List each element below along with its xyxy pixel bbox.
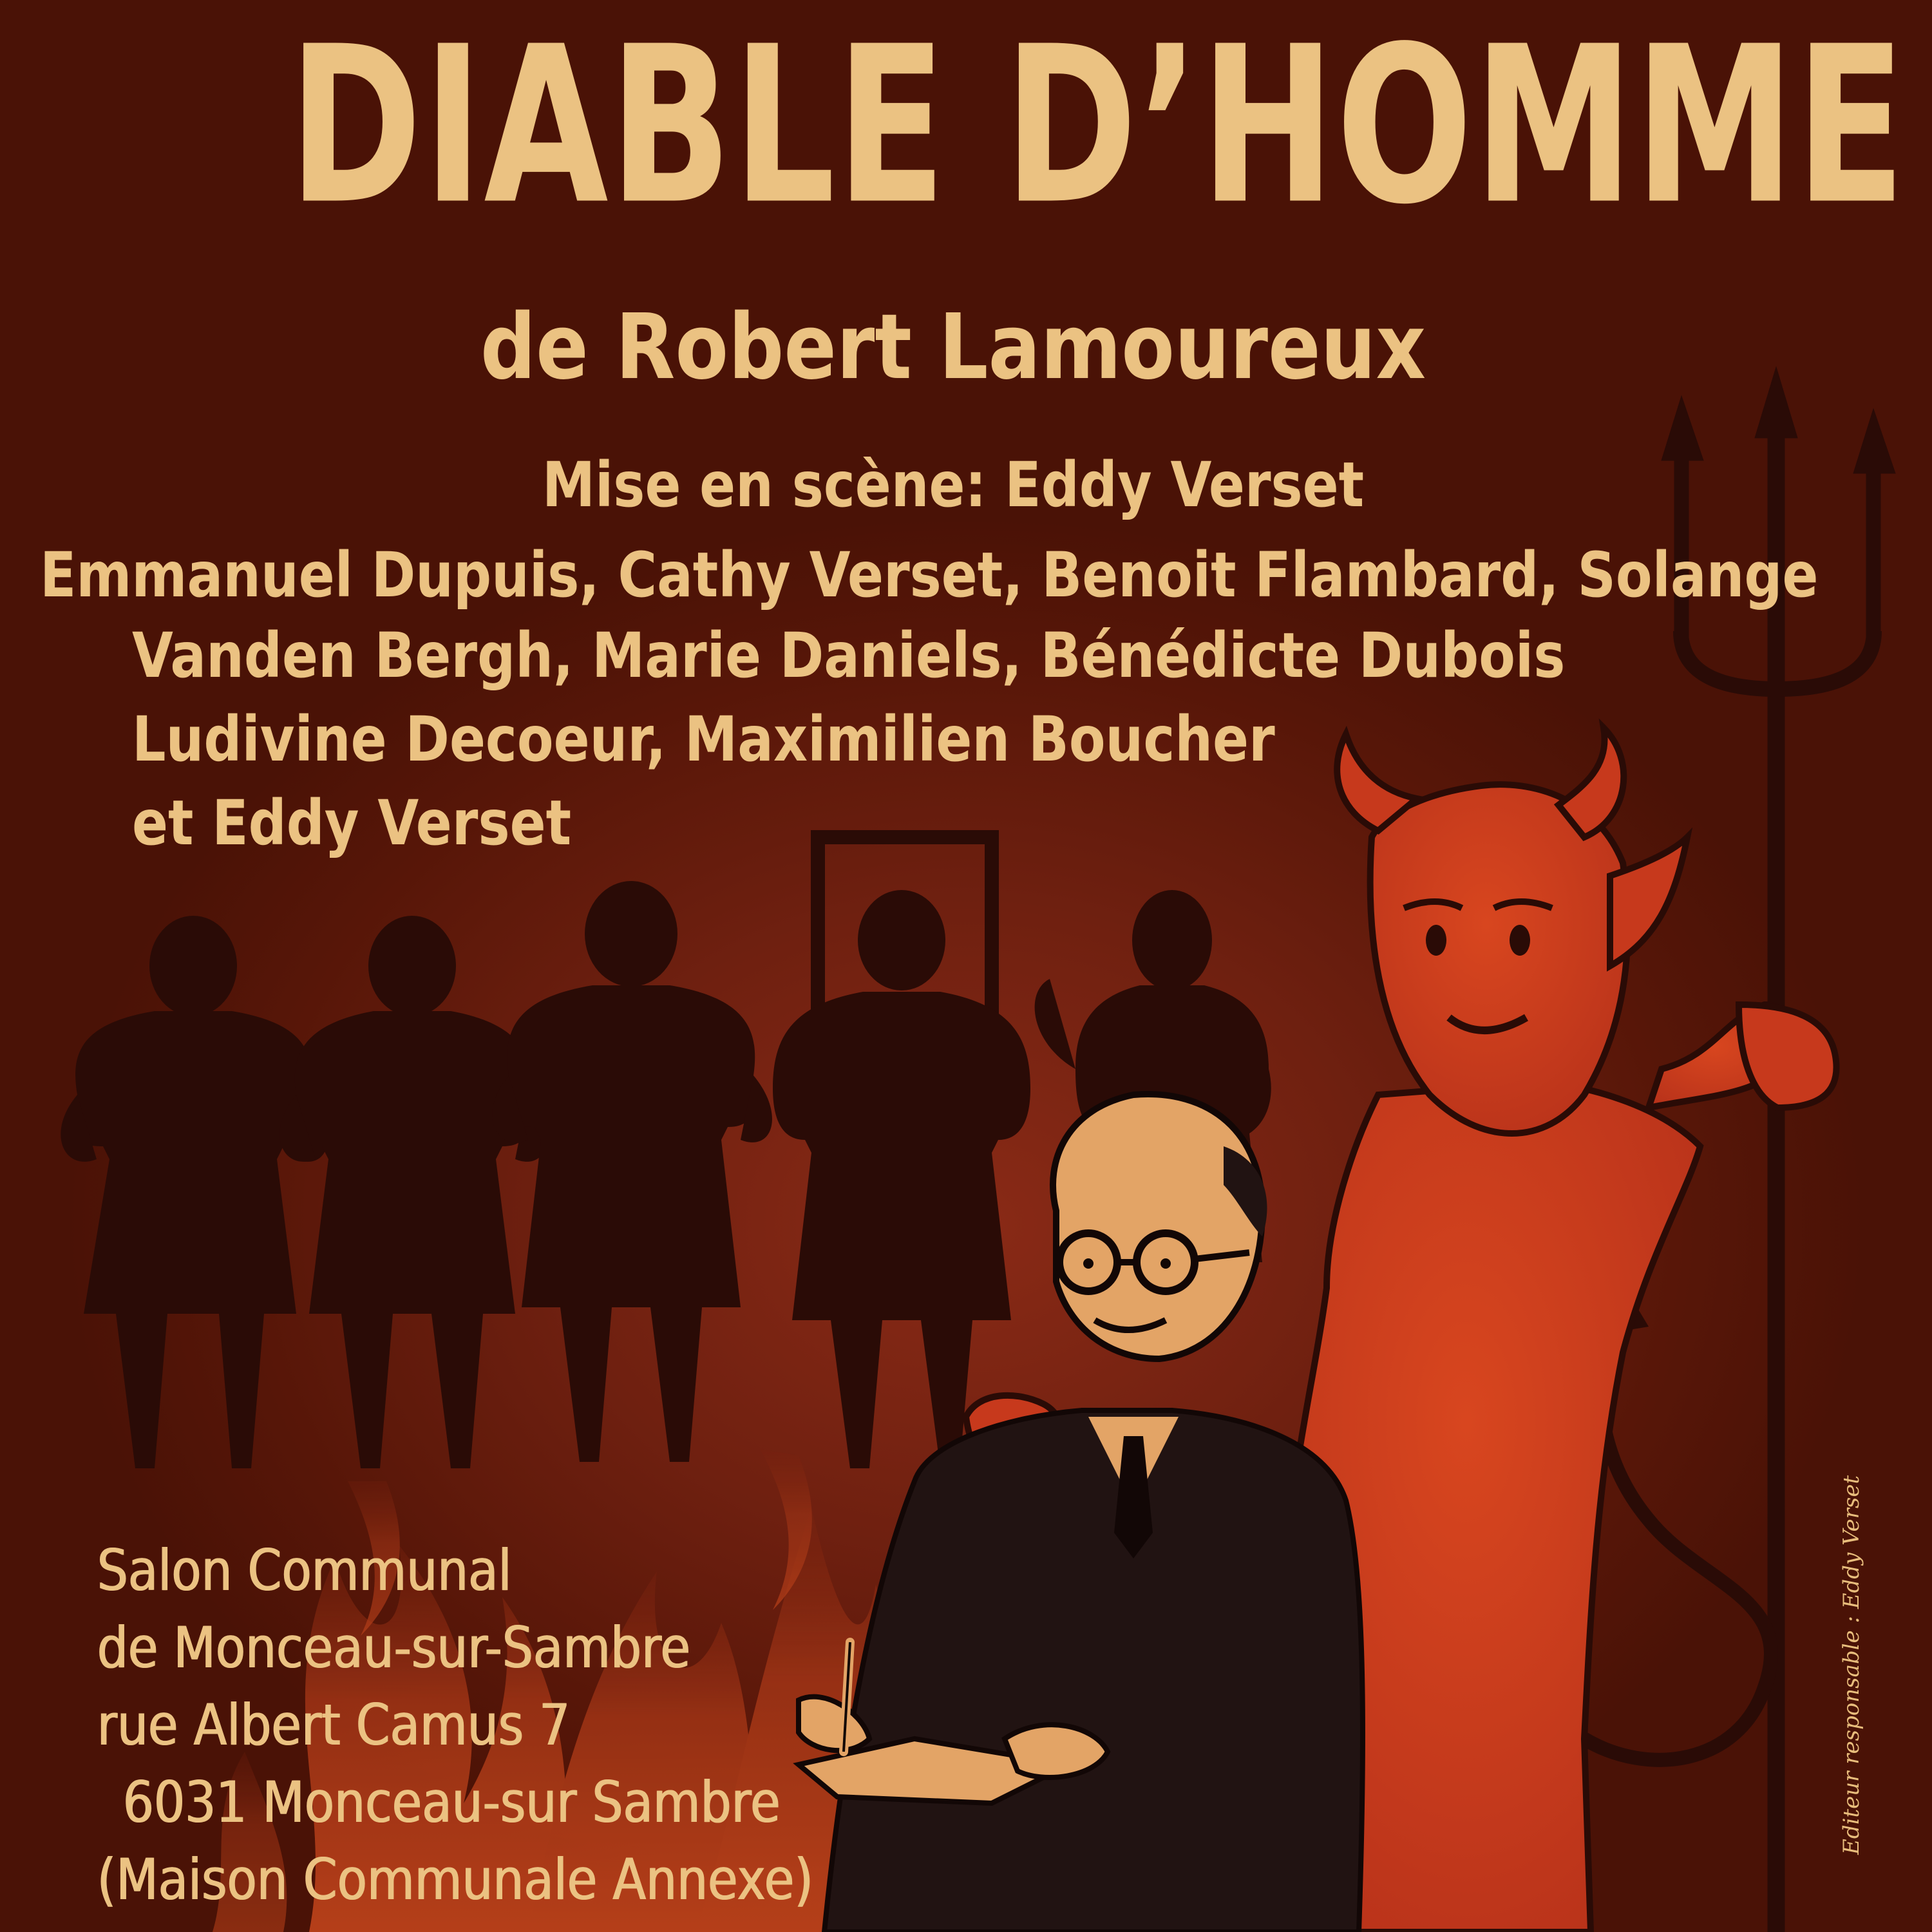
poster-title: DIABLE D’HOMME: [289, 0, 1907, 252]
publisher-credit: Editeur responsable : Eddy Verset: [1839, 1475, 1864, 1855]
venue-line: 6031 Monceau-sur Sambre: [122, 1769, 780, 1835]
venue-line: de Monceau-sur-Sambre: [97, 1615, 690, 1681]
author-line: de Robert Lamoureux: [480, 295, 1426, 400]
cast-line: Ludivine Decoeur, Maximilien Boucher: [132, 703, 1275, 775]
venue-line: rue Albert Camus 7: [97, 1692, 570, 1758]
cast-line: et Eddy Verset: [132, 787, 572, 859]
venue-line: (Maison Communale Annexe): [97, 1846, 813, 1913]
venue-line: Salon Communal: [97, 1537, 511, 1604]
cast-line: Emmanuel Dupuis, Cathy Verset, Benoit Flambard, Solange: [40, 539, 1819, 611]
cast-line: Vanden Bergh, Marie Daniels, Bénédicte Dubois: [132, 620, 1566, 692]
director-line: Mise en scène: Eddy Verset: [542, 449, 1365, 521]
